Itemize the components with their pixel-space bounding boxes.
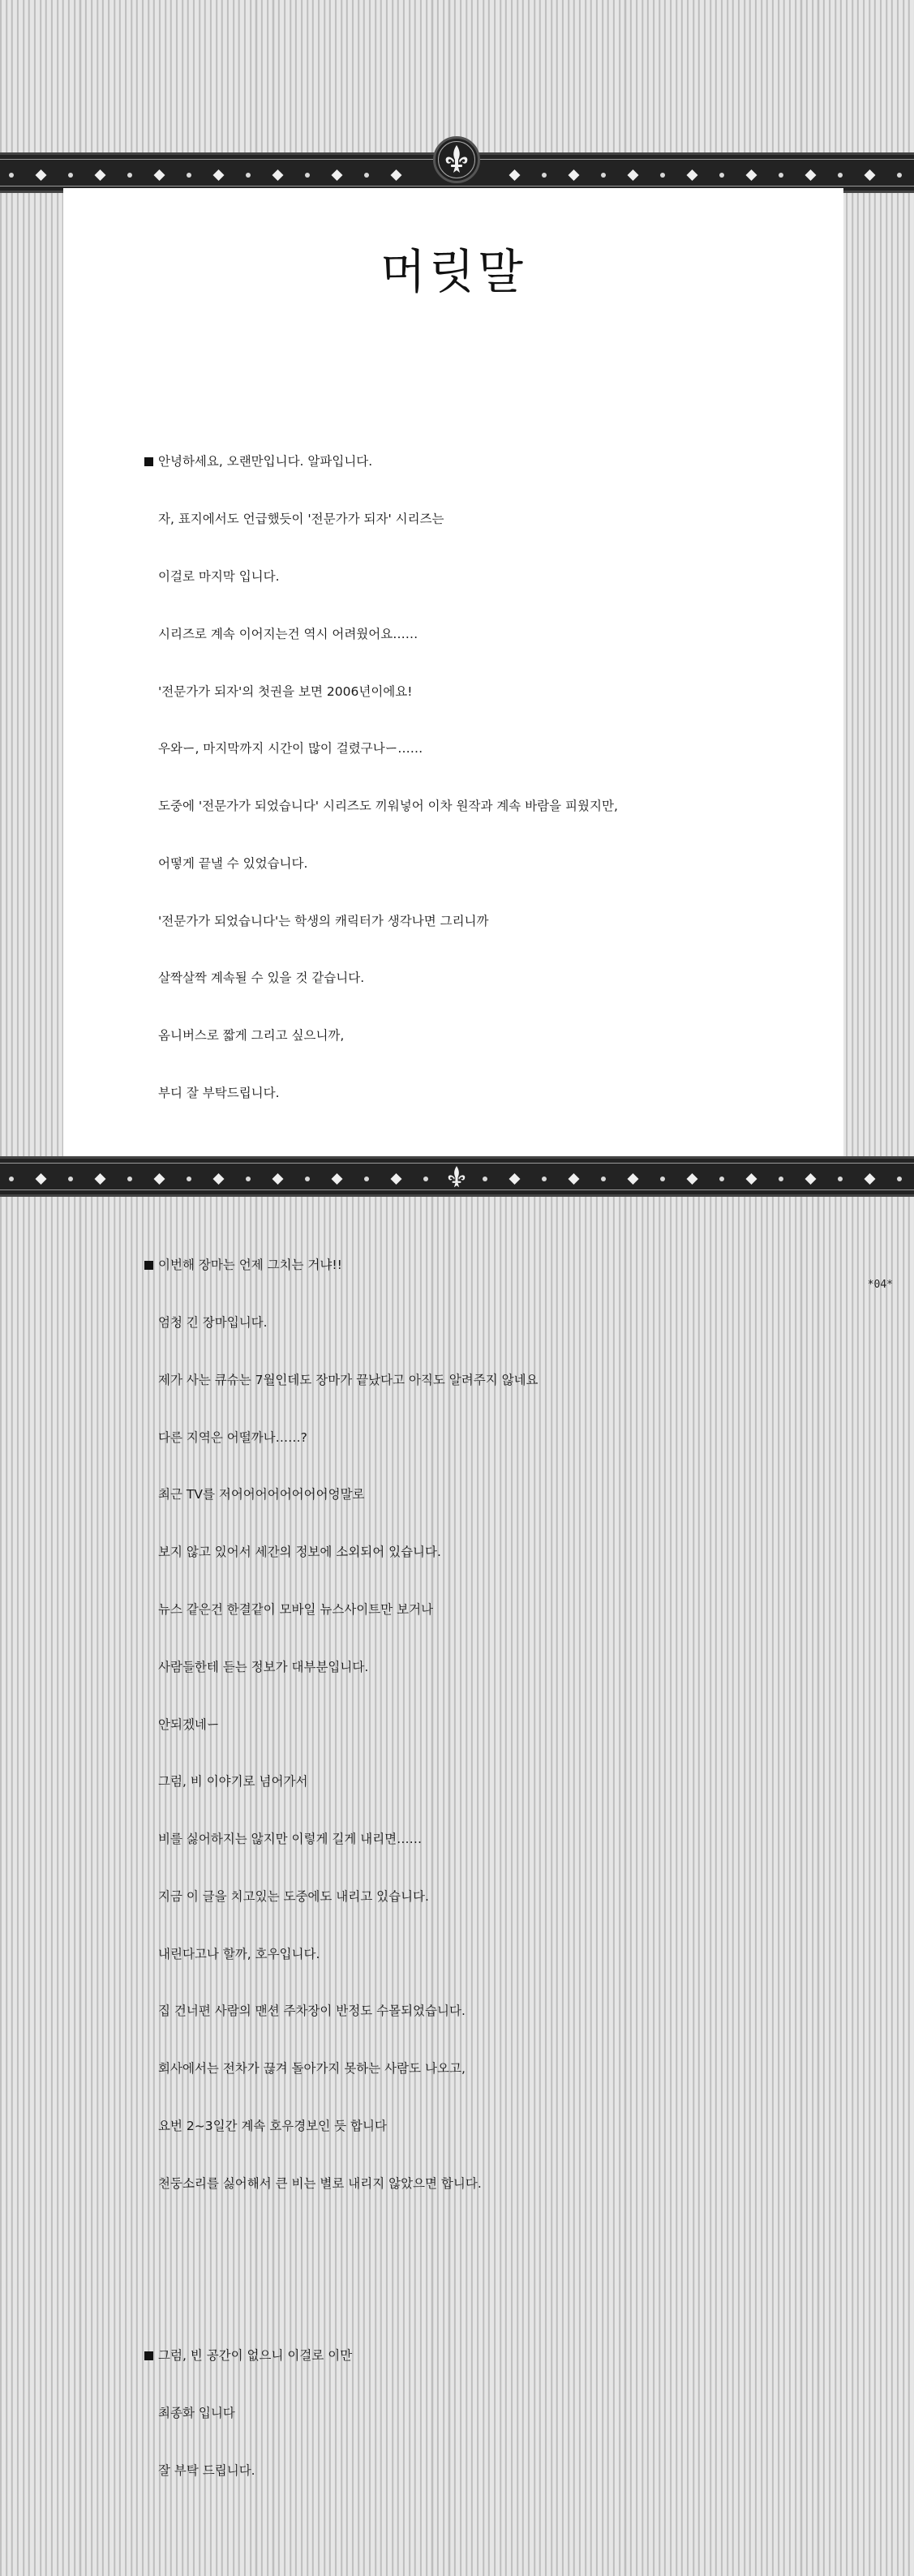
dot-icon — [542, 173, 547, 178]
dot-icon — [246, 173, 251, 178]
paragraph-line: 비를 싫어하지는 않지만 이렇게 길게 내리면…… — [158, 1832, 423, 1847]
body-text — [144, 376, 793, 2576]
paragraph-line: 우와ー, 마지막까지 시간이 많이 걸렸구나ー…… — [158, 741, 423, 757]
dot-icon — [187, 1177, 191, 1181]
diamond-icon — [95, 1173, 106, 1185]
paragraph-2 — [144, 1218, 793, 2231]
page-number: *04* — [867, 1279, 893, 1291]
diamond-icon — [154, 169, 165, 181]
diamond-icon — [272, 1173, 284, 1185]
paragraph-line: 자, 표지에서도 언급했듯이 '전문가가 되자' 시리즈는 — [158, 512, 444, 527]
diamond-icon — [805, 1173, 817, 1185]
dot-icon — [838, 173, 843, 178]
diamond-icon — [746, 169, 757, 181]
paragraph-line: 사람들한테 듣는 정보가 대부분입니다. — [158, 1659, 369, 1674]
diamond-icon — [805, 169, 817, 181]
paragraph-line: 최근 TV를 저어어어어어어어어엉말로 — [158, 1487, 365, 1502]
paragraph-3 — [144, 2308, 793, 2519]
diamond-icon — [332, 1173, 343, 1185]
paragraph-line: 옴니버스로 짧게 그리고 싶으니까, — [158, 1028, 345, 1044]
dot-icon — [542, 1177, 547, 1181]
dot-icon — [364, 1177, 369, 1181]
diamond-icon — [154, 1173, 165, 1185]
diamond-icon — [865, 1173, 876, 1185]
diamond-icon — [746, 1173, 757, 1185]
paragraph-line: 최종화 입니다 — [158, 2405, 235, 2420]
paragraph-line: 지금 이 글을 치고있는 도중에도 내리고 있습니다. — [158, 1888, 429, 1904]
dot-icon — [9, 1177, 14, 1181]
dot-icon — [601, 173, 606, 178]
paragraph-line: 내린다고나 할까, 호우입니다. — [158, 1946, 320, 1961]
dot-icon — [246, 1177, 251, 1181]
dot-icon — [601, 1177, 606, 1181]
bullet-icon — [144, 2351, 153, 2360]
bullet-icon — [144, 1261, 153, 1270]
paragraph-line: 뉴스 같은건 한결같이 모바일 뉴스사이트만 보거나 — [158, 1602, 434, 1617]
paragraph-line: 이번해 장마는 언제 그치는 거냐!! — [144, 1256, 793, 1275]
paragraph-line: 다른 지역은 어떨까나……? — [158, 1429, 307, 1445]
diamond-icon — [569, 1173, 580, 1185]
diamond-icon — [628, 169, 639, 181]
diamond-icon — [332, 169, 343, 181]
paragraph-line: 안녕하세요, 오랜만입니다. 알파입니다. — [144, 452, 793, 472]
paragraph-line: 그럼, 비 이야기로 넘어가서 — [158, 1774, 308, 1789]
paragraph-line: 이걸로 마지막 입니다. — [158, 568, 280, 584]
paragraph-line: 요번 2~3일간 계속 호우경보인 듯 합니다 — [158, 2119, 387, 2134]
diamond-icon — [213, 169, 225, 181]
dot-icon — [779, 173, 783, 178]
dot-icon — [127, 173, 132, 178]
diamond-icon — [213, 1173, 225, 1185]
paragraph-line: 그럼, 빈 공간이 없으니 이걸로 이만 — [144, 2347, 793, 2366]
dot-icon — [423, 1177, 428, 1181]
diamond-icon — [687, 1173, 698, 1185]
diamond-icon — [391, 169, 402, 181]
paragraph-line: 집 건너편 사람의 맨션 주차장이 반정도 수몰되었습니다. — [158, 2004, 466, 2019]
dot-icon — [9, 173, 14, 178]
dot-icon — [187, 173, 191, 178]
fleur-de-lis-icon — [436, 139, 478, 181]
dot-icon — [127, 1177, 132, 1181]
diamond-icon — [36, 1173, 47, 1185]
dot-icon — [305, 173, 310, 178]
fleur-de-lis-icon — [440, 1161, 473, 1194]
dot-icon — [483, 1177, 487, 1181]
paragraph-line: 제가 사는 큐슈는 7월인데도 장마가 끝났다고 아직도 알려주지 않네요 — [158, 1372, 539, 1387]
dot-icon — [838, 1177, 843, 1181]
diamond-icon — [687, 169, 698, 181]
paragraph-line: 회사에서는 전차가 끊겨 돌아가지 못하는 사람도 나오고, — [158, 2061, 466, 2077]
dot-icon — [897, 173, 902, 178]
diamond-icon — [509, 169, 521, 181]
dot-icon — [897, 1177, 902, 1181]
paragraph-line: 잘 부탁 드립니다. — [158, 2462, 255, 2478]
dot-icon — [68, 1177, 73, 1181]
page-title: 머릿말 — [380, 244, 527, 299]
paragraph-line: 부디 잘 부탁드립니다. — [158, 1085, 280, 1100]
diamond-icon — [865, 169, 876, 181]
diamond-icon — [95, 169, 106, 181]
dot-icon — [660, 1177, 665, 1181]
top-medallion — [433, 136, 480, 183]
dot-icon — [660, 173, 665, 178]
dot-icon — [719, 1177, 724, 1181]
diamond-icon — [509, 1173, 521, 1185]
diamond-icon — [272, 169, 284, 181]
diamond-icon — [628, 1173, 639, 1185]
paragraph-line: 살짝살짝 계속될 수 있을 것 같습니다. — [158, 971, 365, 986]
diamond-icon — [36, 169, 47, 181]
content-panel — [63, 188, 843, 2478]
dot-icon — [719, 173, 724, 178]
paragraph-line: 보지 않고 있어서 세간의 정보에 소외되어 있습니다. — [158, 1545, 441, 1560]
bottom-ornament-band — [0, 1156, 914, 1197]
paragraph-line: 안되겠네ー — [158, 1717, 220, 1732]
diamond-icon — [569, 169, 580, 181]
paragraph-line: 도중에 '전문가가 되었습니다' 시리즈도 끼워넣어 이차 원작과 계속 바람을 피웠지만, — [158, 799, 618, 814]
paragraph-line: 시리즈로 계속 이어지는건 역시 어려웠어요…… — [158, 626, 418, 641]
bullet-icon — [144, 457, 153, 466]
dot-icon — [68, 173, 73, 178]
dot-icon — [779, 1177, 783, 1181]
dot-icon — [305, 1177, 310, 1181]
paragraph-line: 천둥소리를 싫어해서 큰 비는 별로 내리지 않았으면 합니다. — [158, 2175, 482, 2191]
paragraph-1 — [144, 414, 793, 1142]
diamond-icon — [391, 1173, 402, 1185]
paragraph-line: '전문가가 되었습니다'는 학생의 캐릭터가 생각나면 그리니까 — [158, 913, 489, 928]
paragraph-line: '전문가가 되자'의 첫권을 보면 2006년이에요! — [158, 684, 413, 699]
dot-icon — [364, 173, 369, 178]
paragraph-line: 어떻게 끝낼 수 있었습니다. — [158, 855, 308, 871]
paragraph-line: 엄청 긴 장마입니다. — [158, 1315, 268, 1331]
